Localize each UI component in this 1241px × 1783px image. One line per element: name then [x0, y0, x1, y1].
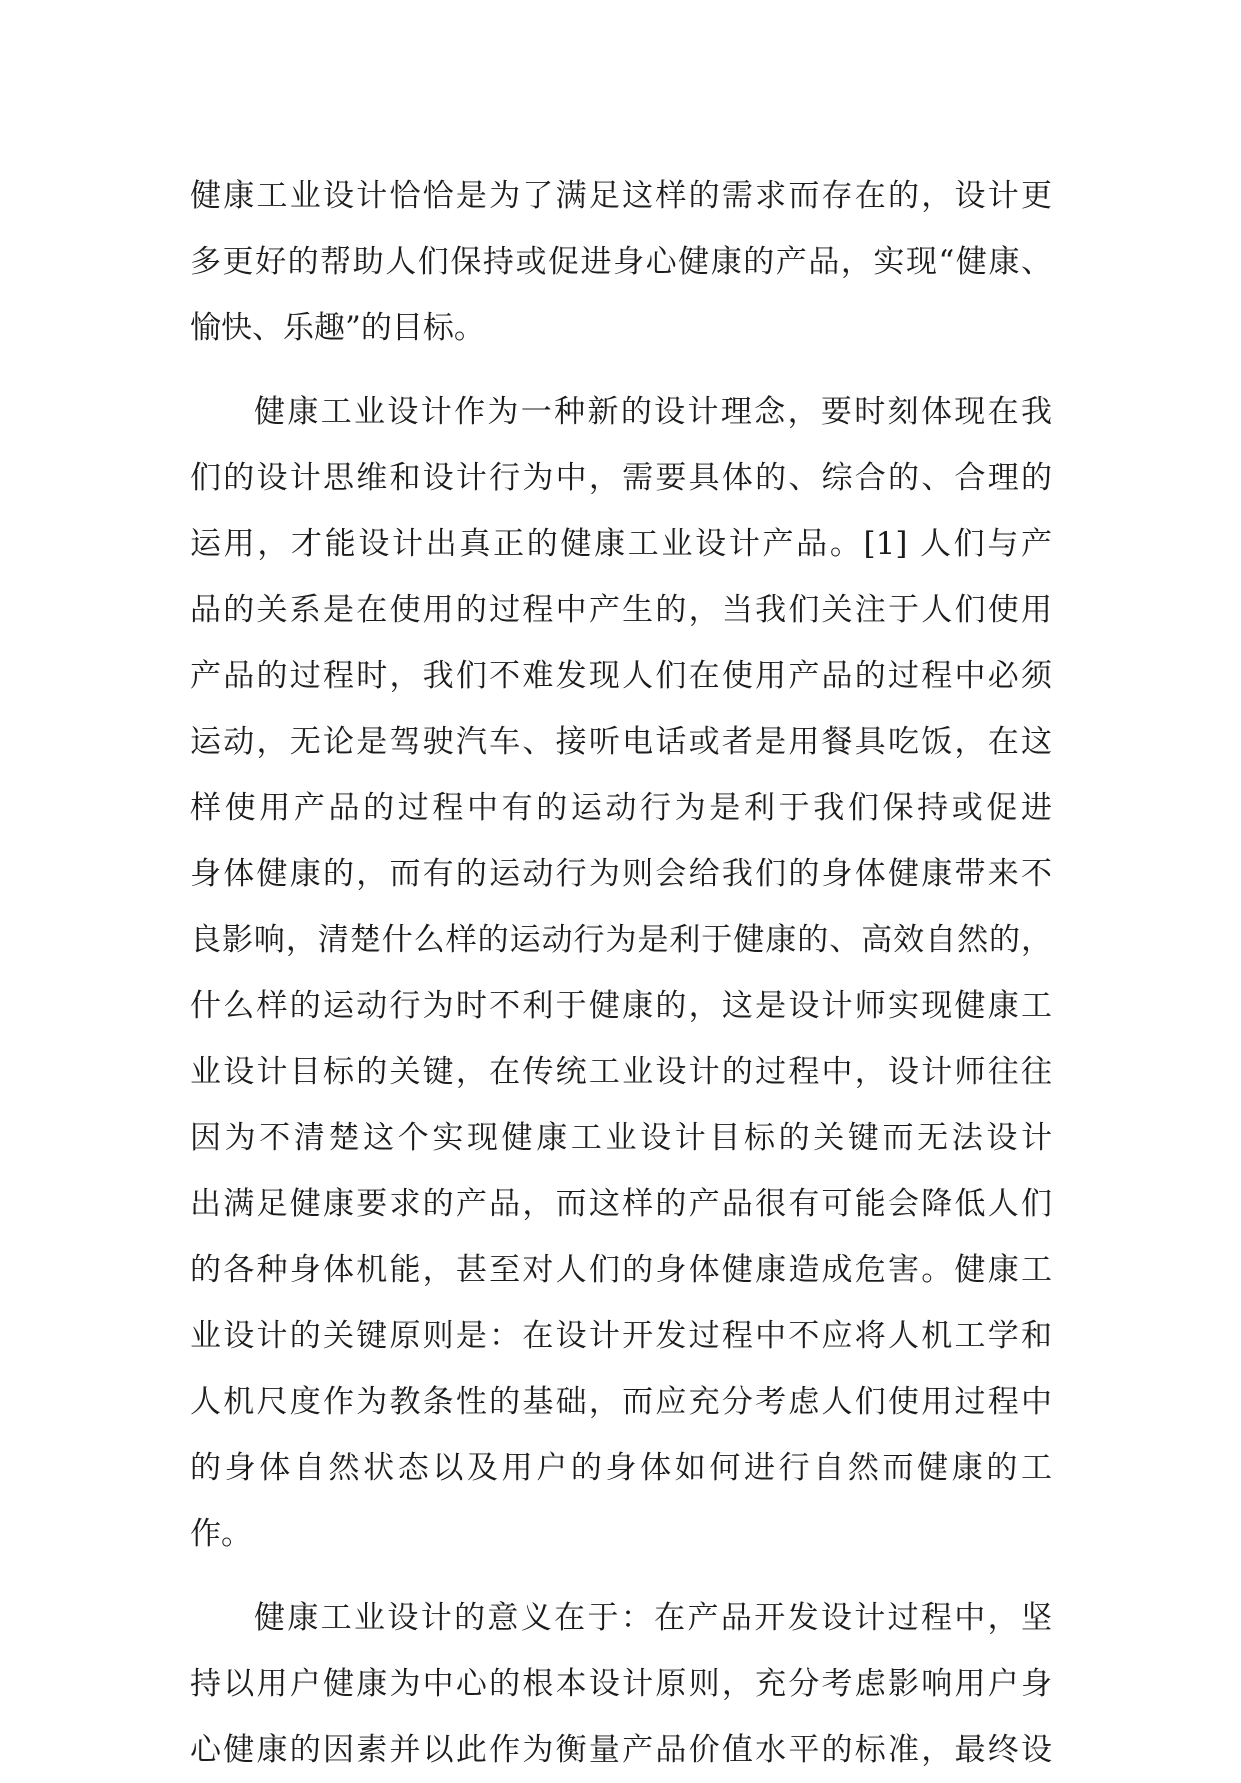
text-line: 身体健康的，而有的运动行为则会给我们的身体健康带来不 — [190, 856, 1052, 892]
text-line: 运用，才能设计出真正的健康工业设计产品。[1] 人们与产 — [190, 526, 1052, 562]
paragraph-1 — [190, 163, 1052, 361]
text-line: 多更好的帮助人们保持或促进身心健康的产品，实现“健康、 — [190, 244, 1052, 280]
text-line: 出满足健康要求的产品，而这样的产品很有可能会降低人们 — [190, 1186, 1052, 1222]
text-line: 健康工业设计的意义在于：在产品开发设计过程中，坚 — [254, 1600, 1052, 1636]
text-line: 健康工业设计作为一种新的设计理念，要时刻体现在我 — [254, 394, 1052, 430]
text-line: 人机尺度作为教条性的基础，而应充分考虑人们使用过程中 — [190, 1384, 1052, 1420]
text-line: 愉快、乐趣”的目标。 — [190, 310, 485, 346]
text-line: 产品的过程时，我们不难发现人们在使用产品的过程中必须 — [190, 658, 1052, 694]
text-line: 良影响，清楚什么样的运动行为是利于健康的、高效自然的， — [190, 922, 1052, 958]
paragraph-spacer — [190, 361, 1052, 379]
text-line: 持以用户健康为中心的根本设计原则，充分考虑影响用户身 — [190, 1666, 1052, 1702]
text-line: 健康工业设计恰恰是为了满足这样的需求而存在的，设计更 — [190, 178, 1052, 214]
paragraph-2 — [190, 379, 1052, 1567]
text-line: 心健康的因素并以此作为衡量产品价值水平的标准，最终设 — [190, 1732, 1052, 1768]
paragraph-3 — [190, 1585, 1052, 1783]
text-line: 运动，无论是驾驶汽车、接听电话或者是用餐具吃饭，在这 — [190, 724, 1052, 760]
body-text — [190, 163, 1052, 1783]
paragraph-spacer — [190, 1567, 1052, 1585]
text-line: 业设计目标的关键，在传统工业设计的过程中，设计师往往 — [190, 1054, 1052, 1090]
text-line: 们的设计思维和设计行为中，需要具体的、综合的、合理的 — [190, 460, 1052, 496]
text-line: 因为不清楚这个实现健康工业设计目标的关键而无法设计 — [190, 1120, 1052, 1156]
text-line: 作。 — [190, 1516, 252, 1552]
text-line: 业设计的关键原则是：在设计开发过程中不应将人机工学和 — [190, 1318, 1052, 1354]
text-line: 样使用产品的过程中有的运动行为是利于我们保持或促进 — [190, 790, 1052, 826]
text-line: 的身体自然状态以及用户的身体如何进行自然而健康的工 — [190, 1450, 1052, 1486]
text-line: 的各种身体机能，甚至对人们的身体健康造成危害。健康工 — [190, 1252, 1052, 1288]
text-line: 品的关系是在使用的过程中产生的，当我们关注于人们使用 — [190, 592, 1052, 628]
text-line: 什么样的运动行为时不利于健康的，这是设计师实现健康工 — [190, 988, 1052, 1024]
